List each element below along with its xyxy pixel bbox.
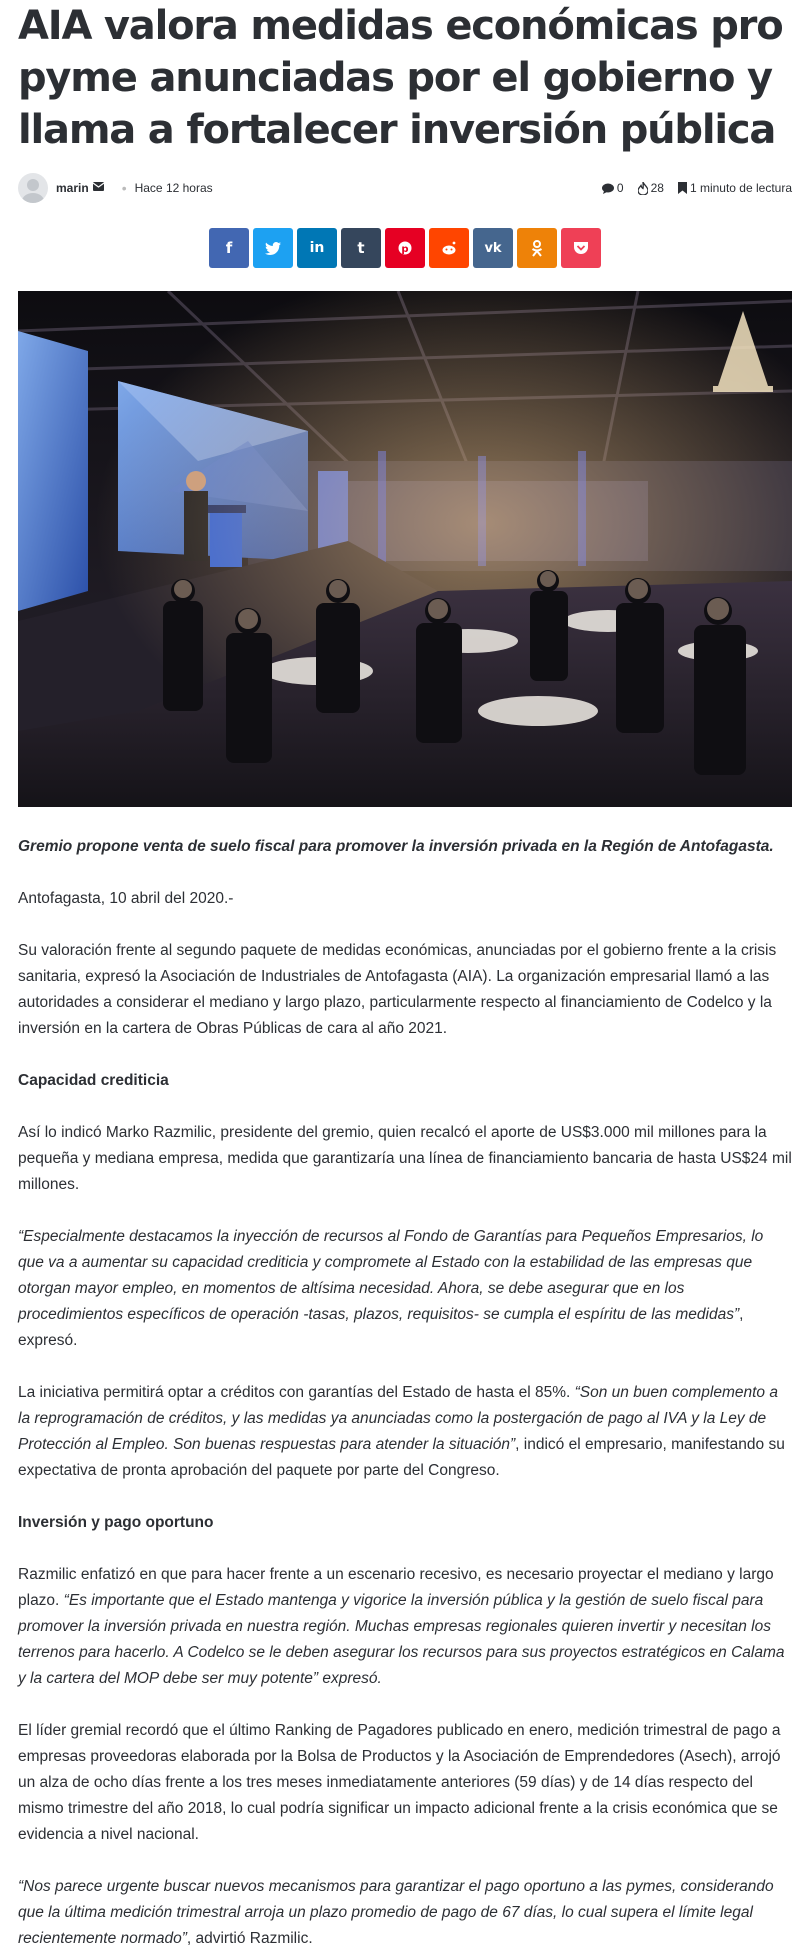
section-heading: Capacidad crediticia [18, 1072, 169, 1089]
paragraph: El líder gremial recordó que el último Ranking de Pagadores publicado en enero, medición trimestral de pago a empresas proveedoras elaborada por la Bolsa de Productos y la Asociación de Emprendedores (Asech), arrojó un alza de ocho días frente a los tres meses inmediatamente anteriores (59 días) y de 14 días respecto del mismo trimestre del año 2018, lo cual podría significar un impacto adicional frente a la crisis económica que se evidencia a nivel nacional. [18, 1722, 781, 1843]
pinterest-share-button[interactable] [385, 228, 425, 268]
odnoklassniki-share-button[interactable] [517, 228, 557, 268]
quote-attribution: , advirtió Razmilic. [186, 1930, 313, 1947]
quote: “Especialmente destacamos la inyección de recursos al Fondo de Garantías para Pequeños Empresarios, lo que va a aumentar su capacidad crediticia y compromete al Estado con la estabilidad de las empresas que otorgan mayor empleo, en momentos de altísima necesidad. Ahora, se debe asegurar que en los procedimientos específicos de operación -tasas, plazos, requisitos- se cumpla el espíritu de las medidas” [18, 1228, 764, 1323]
reddit-icon [441, 241, 457, 255]
comment-icon [602, 183, 614, 194]
views-count [638, 181, 664, 195]
quote: “Son un buen complemento a la reprogramación de créditos, y las medidas ya anunciadas como la postergación de pago al IVA y la Ley de Protección al Empleo. Son buenas respuestas para atender la situación” [18, 1384, 778, 1453]
meta-separator: • [121, 180, 127, 196]
paragraph [18, 1380, 792, 1484]
dateline: Antofagasta, 10 abril del 2020.- [18, 890, 234, 907]
envelope-icon[interactable] [93, 182, 104, 194]
linkedin-icon: in [309, 240, 325, 256]
paragraph [18, 1874, 792, 1952]
linkedin-share-button[interactable] [297, 228, 337, 268]
featured-image [18, 291, 792, 807]
article [18, 0, 792, 1952]
tumblr-share-button[interactable] [341, 228, 381, 268]
article-title: AIA valora medidas económicas pro pyme anunciadas por el gobierno y llama a fortalecer inversión pública [18, 3, 783, 153]
facebook-icon: f [225, 239, 233, 257]
section-heading: Inversión y pago oportuno [18, 1514, 214, 1531]
tumblr-icon: t [357, 239, 365, 257]
twitter-icon [265, 242, 281, 255]
post-date: Hace 12 horas [134, 181, 213, 195]
paragraph-text: Razmilic enfatizó en que para hacer frente a un escenario recesivo, es necesario proyectar el mediano y largo plazo. [18, 1566, 774, 1609]
paragraph [18, 1224, 792, 1354]
quote-attribution: , expresó. [18, 1306, 744, 1349]
pocket-icon [573, 241, 589, 255]
paragraph: Su valoración frente al segundo paquete de medidas económicas, anunciadas por el gobierno frente a la crisis sanitaria, expresó la Asociación de Industriales de Antofagasta (AIA). La organización empresarial llamó a las autoridades a considerar el mediano y largo plazo, particularmente respecto al financiamiento de Codelco y la inversión en la cartera de Obras Públicas de cara al año 2021. [18, 942, 777, 1037]
post-stats [602, 181, 792, 195]
quote: “Nos parece urgente buscar nuevos mecanismos para garantizar el pago oportuno a las pymes, considerando que la última medición trimestral arroja un plazo promedio de pago de 67 días, lo cual supera el límite legal recientemente normado” [18, 1878, 774, 1947]
user-icon [18, 173, 48, 203]
comments-count[interactable] [602, 181, 624, 195]
quote: “Es importante que el Estado mantenga y vigorice la inversión pública y la gestión de suelo fiscal para promover la inversión privada en nuestra región. Muchas empresas regionales quieren invertir y necesitan los terrenos para hacerlo. A Codelco se le deben asegurar los recursos para sus proyectos estratégicos en Calama y la cartera del MOP debe ser muy potente” expresó. [18, 1592, 785, 1687]
paragraph: Así lo indicó Marko Razmilic, presidente del gremio, quien recalcó el aporte de US$3.000 mil millones para la pequeña y mediana empresa, medida que garantizaría una línea de financiamiento bancaria de hasta US$24 mil millones. [18, 1124, 792, 1193]
share-buttons [18, 228, 792, 268]
paragraph [18, 1562, 792, 1692]
post-meta [18, 168, 792, 208]
paragraph-text: La iniciativa permitirá optar a créditos con garantías del Estado de hasta el 85%. [18, 1384, 575, 1401]
avatar[interactable] [18, 173, 48, 203]
pocket-share-button[interactable] [561, 228, 601, 268]
views-value: 28 [650, 181, 664, 195]
fire-icon [638, 182, 648, 195]
pinterest-icon [398, 241, 412, 255]
svg-text:p: p [401, 244, 409, 255]
event-photo [18, 291, 792, 807]
bookmark-icon [678, 182, 687, 194]
paragraph-text: , indicó el empresario, manifestando su expectativa de pronta aprobación del paquete por parte del Congreso. [18, 1436, 785, 1479]
vk-share-button[interactable] [473, 228, 513, 268]
lead-paragraph: Gremio propone venta de suelo fiscal para promover la inversión privada en la Región de Antofagasta. [18, 838, 774, 855]
author-link[interactable]: marin [56, 181, 89, 195]
read-time-value: 1 minuto de lectura [689, 181, 792, 195]
comments-value: 0 [616, 181, 624, 195]
vk-icon: vk [484, 240, 502, 256]
facebook-share-button[interactable] [209, 228, 249, 268]
twitter-share-button[interactable] [253, 228, 293, 268]
odnoklassniki-icon [531, 240, 543, 257]
article-body [18, 834, 792, 1952]
read-time [678, 181, 792, 195]
reddit-share-button[interactable] [429, 228, 469, 268]
